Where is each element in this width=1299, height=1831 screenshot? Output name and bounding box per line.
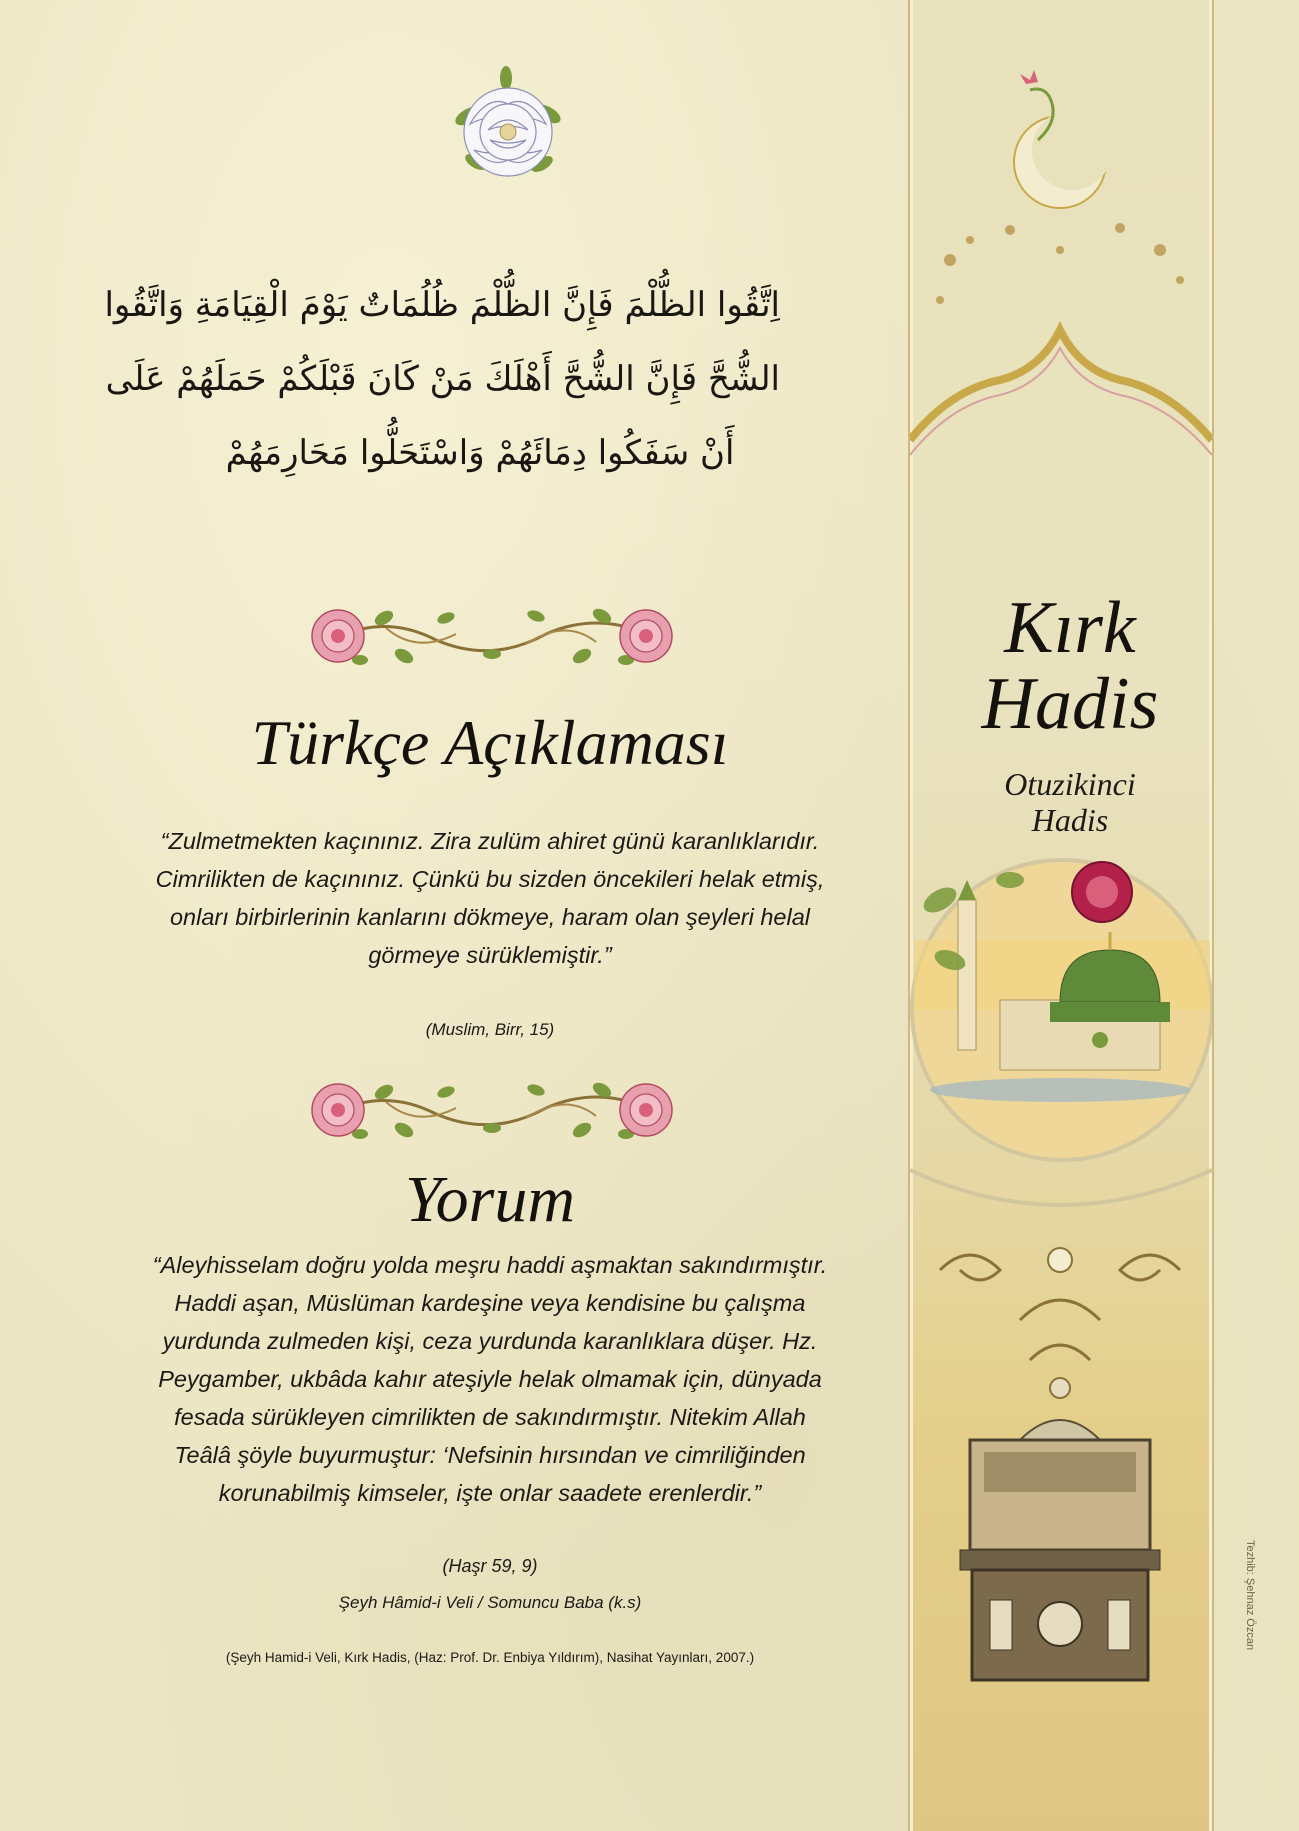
hadith-number-subtitle (940, 766, 1200, 838)
arabic-line-3: أَنْ سَفَكُوا دِمَائَهُمْ وَاسْتَحَلُّوا مَحَارِمَهُمْ (225, 433, 735, 473)
sidebar-title (940, 587, 1200, 745)
illumination-artwork (910, 0, 1212, 1831)
rose-ornament-divider-1 (296, 594, 688, 676)
section-title-yorum: Yorum (405, 1163, 575, 1236)
red-rose-icon (1072, 862, 1132, 922)
arabic-hadith-text (104, 268, 780, 490)
crescent-tulip-icon (1014, 70, 1112, 208)
subtitle-line-1: Otuzikinci (1004, 766, 1136, 802)
arabic-line-2: الشُّحَّ فَإِنَّ الشُّحَّ أَهْلَكَ مَنْ كَانَ قَبْلَكُمْ حَمَلَهُمْ عَلَى (105, 359, 780, 399)
illuminated-side-panel (908, 0, 1214, 1831)
rose-icon (620, 610, 672, 662)
sidebar-title-line-1: Kırk (1004, 587, 1136, 669)
quran-source: (Haşr 59, 9) (442, 1556, 538, 1576)
sidebar-title-line-2: Hadis (981, 663, 1159, 745)
rose-icon (312, 1084, 364, 1136)
subtitle-line-2: Hadis (1031, 802, 1109, 838)
arabic-line-1: اِتَّقُوا الظُّلْمَ فَإِنَّ الظُّلْمَ ظُلُمَاتٌ يَوْمَ الْقِيَامَةِ وَاتَّقُوا (104, 285, 780, 325)
white-rose-icon (448, 64, 568, 190)
rose-icon (620, 1084, 672, 1136)
illumination-credit: Tezhib: Şehnaz Özcan (1244, 1540, 1256, 1651)
rose-icon (312, 610, 364, 662)
commentary-text: “Aleyhisselam doğru yolda meşru haddi aşmaktan sakındırmıştır. Haddi aşan, Müslüman kardeşine veya kendisine bu çalışma yurdunda zulmeden kişi, ceza yurdunda karanlıklara düşer. Hz. Peygamber, ukbâda kahır ateşiyle helak olmamak için, dünyada fesada sürükleyen cimrilikten de sakındırmıştır. Nitekim Allah Teâlâ şöyle buyurmuştur: ‘Nefsinin hırsından ve cimriliğinden korunabilmiş kimseler, işte onlar saadete erenlerdir.” (152, 1252, 828, 1506)
commentary-author: Şeyh Hâmid-i Veli / Somuncu Baba (k.s) (338, 1593, 642, 1612)
mosque-medallion-icon (912, 860, 1212, 1160)
shrine-icon (960, 1420, 1160, 1680)
section-title-turkish: Türkçe Açıklaması (251, 707, 729, 778)
rose-ornament-divider-2 (296, 1068, 688, 1150)
turkish-translation-text: “Zulmetmekten kaçınınız. Zira zulüm ahiret günü karanlıklarıdır. Cimrilikten de kaçınınız. Çünkü bu sizden öncekileri helak etmiş, onları birbirlerinin kanlarını dökmeye, haram olan şeyleri helal görmeye sürüklemiştir.” (155, 828, 825, 968)
book-reference: (Şeyh Hamid-i Veli, Kırk Hadis, (Haz: Prof. Dr. Enbiya Yıldırım), Nasihat Yayınları, 2007.) (225, 1650, 755, 1665)
hadith-source: (Muslim, Birr, 15) (425, 1020, 555, 1039)
